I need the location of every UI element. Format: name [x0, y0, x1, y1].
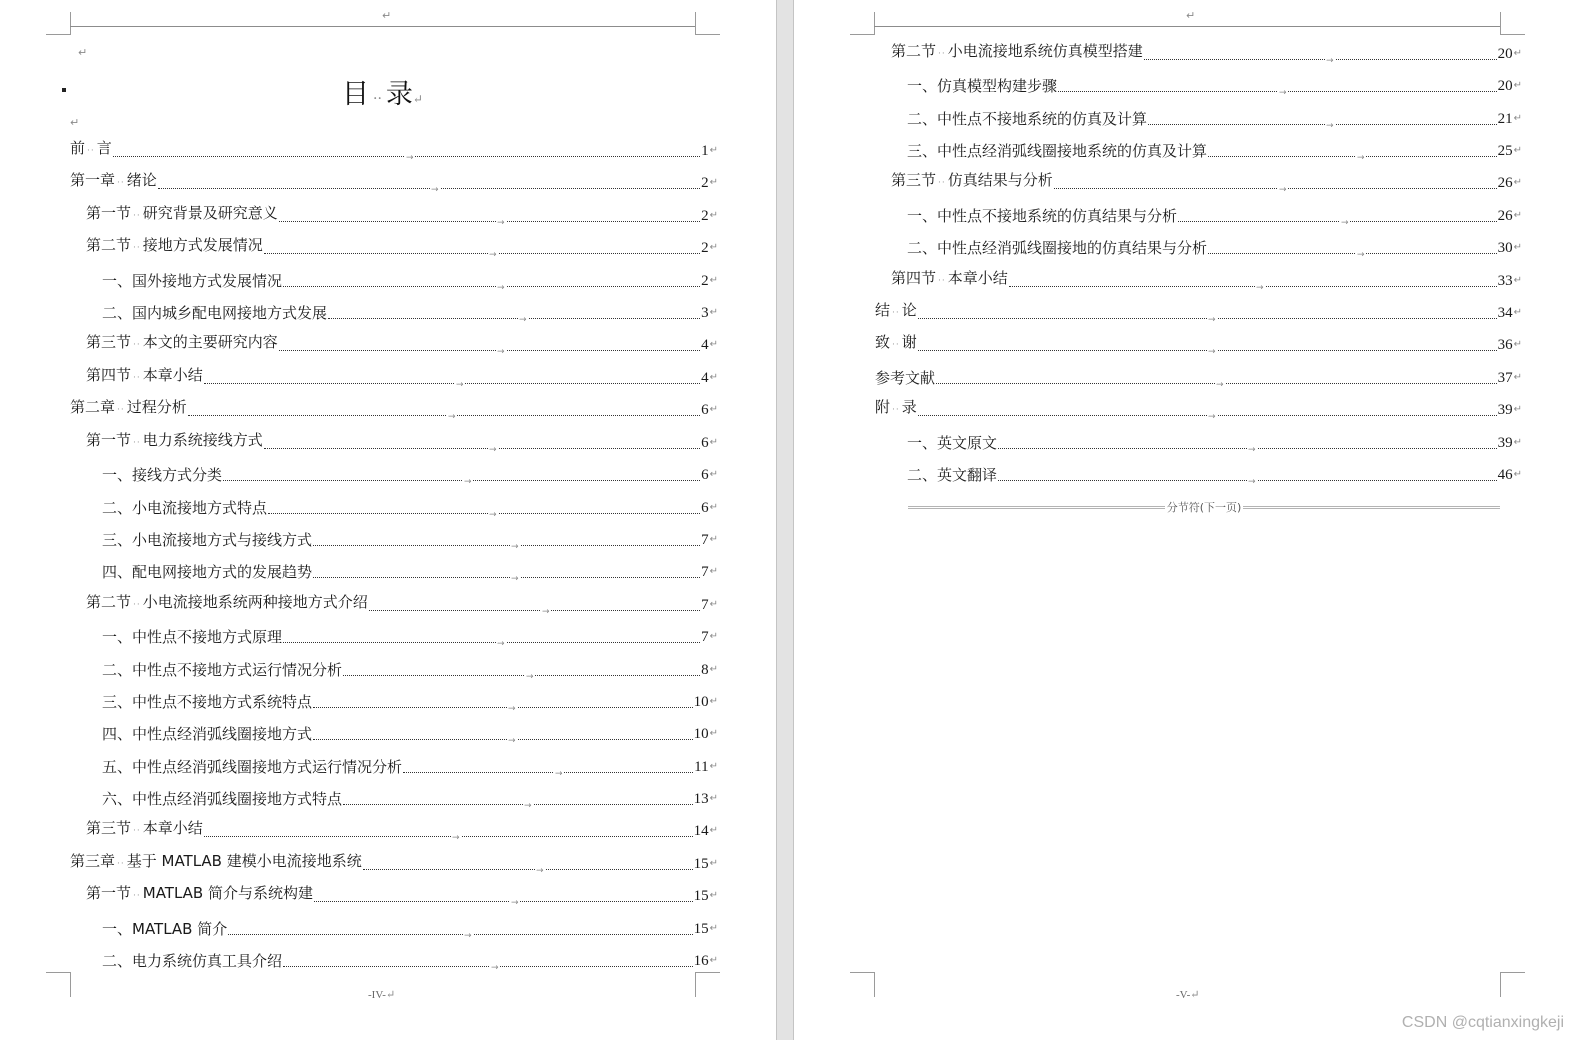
margin-corner-top-left — [850, 12, 875, 35]
paragraph-mark: ↵ — [709, 145, 718, 156]
tab-arrow-icon: → — [1255, 277, 1265, 299]
tab-arrow-icon: → — [455, 374, 465, 396]
paragraph-mark: ↵ — [412, 92, 423, 106]
toc-page-number: 33 — [1497, 273, 1513, 289]
tab-arrow-icon: → — [535, 860, 545, 882]
tab-arrow-icon: → — [1278, 82, 1288, 104]
paragraph-mark: ↵ — [1513, 307, 1522, 318]
toc-page-number: 14 — [693, 823, 709, 839]
toc-entry-label: 前 ·· 言 — [70, 139, 112, 157]
document-page-left — [0, 0, 776, 1040]
dot-leader — [283, 639, 700, 649]
toc-page-number: 25 — [1497, 143, 1513, 159]
toc-entry[interactable] — [875, 334, 1522, 356]
toc-page-number: 16 — [693, 953, 709, 969]
toc-page-number: 8 — [701, 662, 709, 678]
paragraph-mark: ↵ — [709, 242, 718, 253]
tab-arrow-icon: → — [1207, 406, 1217, 428]
toc-page-number: 30 — [1497, 240, 1513, 256]
tab-arrow-icon: → — [510, 892, 520, 914]
tab-arrow-icon: → — [507, 730, 517, 752]
toc-entry-label: 二、中性点不接地方式运行情况分析 — [102, 661, 343, 679]
dot-leader — [369, 607, 700, 617]
toc-entry-label: 第三节 ·· 仿真结果与分析 — [891, 171, 1053, 189]
toc-page-number: 3 — [701, 305, 709, 321]
toc-entry[interactable] — [875, 399, 1522, 421]
tab-arrow-icon: → — [507, 698, 517, 720]
toc-entry[interactable] — [891, 172, 1522, 194]
paragraph-mark: ↵ — [1513, 80, 1522, 91]
toc-entry-label: 一、中性点不接地系统的仿真结果与分析 — [907, 207, 1178, 225]
toc-page-number: 2 — [701, 240, 709, 256]
paragraph-mark: ↵ — [709, 437, 718, 448]
section-break-next-page — [908, 498, 1500, 516]
toc-title: 目 ·· 录↵ — [342, 79, 423, 110]
paragraph-mark: ↵ — [709, 469, 718, 480]
space-mark: ·· — [133, 826, 141, 836]
space-mark: ·· — [117, 859, 125, 869]
toc-entry-label: 第三节 ·· 本章小结 — [86, 819, 203, 837]
tab-arrow-icon: → — [510, 536, 520, 558]
paragraph-mark: ↵ — [709, 696, 718, 707]
toc-page-number: 1 — [701, 143, 709, 159]
toc-entry-label: 二、电力系统仿真工具介绍 — [102, 952, 283, 970]
space-mark: ·· — [87, 146, 95, 156]
tab-arrow-icon: → — [451, 827, 461, 849]
toc-page-number: 15 — [693, 921, 709, 937]
toc-entry-label: 第四节 ·· 本章小结 — [891, 269, 1008, 287]
paragraph-mark: ↵ — [709, 177, 718, 188]
paragraph-mark: ↵ — [709, 404, 718, 415]
space-mark: ·· — [892, 308, 900, 318]
toc-entry-label: 四、配电网接地方式的发展趋势 — [102, 563, 313, 581]
paragraph-mark: ↵ — [709, 631, 718, 642]
toc-page-number: 6 — [701, 467, 709, 483]
space-mark: ·· — [117, 405, 125, 415]
space-mark: ·· — [892, 405, 900, 415]
dot-leader — [158, 185, 700, 195]
paragraph-mark: ↵ — [709, 502, 718, 513]
toc-page-number: 2 — [701, 175, 709, 191]
bullet-mark — [62, 88, 66, 92]
toc-entry-label: 第一章 ·· 绪论 — [70, 171, 157, 189]
toc-entry[interactable] — [102, 497, 718, 519]
toc-entry[interactable] — [86, 820, 718, 842]
toc-entry[interactable] — [907, 75, 1522, 97]
toc-entry[interactable] — [102, 659, 718, 681]
tab-arrow-icon: → — [430, 179, 440, 201]
dot-leader — [204, 380, 700, 390]
margin-corner-bottom-left — [46, 972, 71, 997]
paragraph-mark: ↵ — [709, 307, 718, 318]
tab-arrow-icon: → — [1356, 147, 1366, 169]
tab-arrow-icon: → — [490, 957, 500, 979]
dot-leader — [283, 283, 700, 293]
toc-entry[interactable] — [86, 367, 718, 389]
paragraph-mark: ↵ — [709, 923, 718, 934]
dot-leader — [998, 477, 1497, 487]
paragraph-mark: ↵ — [709, 793, 718, 804]
toc-entry[interactable] — [102, 464, 718, 486]
toc-entry[interactable] — [907, 237, 1522, 259]
paragraph-mark: ↵ — [1513, 372, 1522, 383]
dot-leader — [918, 315, 1497, 325]
tab-arrow-icon: → — [1207, 341, 1217, 363]
toc-entry[interactable] — [907, 108, 1522, 130]
dot-leader — [188, 412, 700, 422]
toc-page-number: 7 — [701, 597, 709, 613]
paragraph-mark: ↵ — [709, 566, 718, 577]
toc-entry-label: 一、英文原文 — [907, 434, 998, 452]
header-paragraph-mark: ↵ — [382, 9, 392, 22]
header-paragraph-mark: ↵ — [1186, 9, 1196, 22]
page-number-footer — [368, 988, 395, 1001]
toc-entry[interactable] — [70, 399, 718, 421]
space-mark: ·· — [117, 178, 125, 188]
dot-leader — [343, 672, 700, 682]
paragraph-mark: ↵ — [709, 955, 718, 966]
margin-corner-bottom-left — [850, 972, 875, 997]
space-mark: ·· — [133, 438, 141, 448]
space-mark: ·· — [938, 178, 946, 188]
margin-corner-top-right — [695, 12, 720, 35]
toc-entry-label: 三、中性点不接地方式系统特点 — [102, 693, 313, 711]
tab-arrow-icon: → — [496, 341, 506, 363]
toc-entry[interactable] — [70, 140, 718, 162]
paragraph-mark: ↵ — [709, 534, 718, 545]
toc-entry[interactable] — [102, 691, 718, 713]
paragraph-mark: ↵ — [709, 664, 718, 675]
tab-arrow-icon: → — [1278, 179, 1288, 201]
toc-entry-label: 三、中性点经消弧线圈接地系统的仿真及计算 — [907, 142, 1208, 160]
toc-entry-label: 一、中性点不接地方式原理 — [102, 628, 283, 646]
space-mark: ·· — [133, 243, 141, 253]
toc-entry[interactable] — [102, 756, 718, 778]
toc-page-number: 39 — [1497, 435, 1513, 451]
paragraph-mark: ↵ — [709, 858, 718, 869]
toc-title-part1: 目 — [342, 79, 369, 110]
margin-corner-top-right — [1500, 12, 1525, 35]
toc-entry[interactable] — [86, 237, 718, 259]
dot-leader — [313, 574, 700, 584]
toc-entry-label: 第二节 ·· 小电流接地系统仿真模型搭建 — [891, 42, 1143, 60]
toc-entry-label: 第四节 ·· 本章小结 — [86, 366, 203, 384]
tab-arrow-icon: → — [488, 439, 498, 461]
toc-page-number: 46 — [1497, 467, 1513, 483]
space-mark: ·· — [133, 600, 141, 610]
dot-leader — [1208, 250, 1497, 260]
toc-page-number: 26 — [1497, 208, 1513, 224]
toc-page-number: 26 — [1497, 175, 1513, 191]
toc-entry[interactable] — [102, 529, 718, 551]
paragraph-mark: ↵ — [1513, 113, 1522, 124]
paragraph-mark: ↵ — [1513, 275, 1522, 286]
tab-arrow-icon: → — [496, 633, 506, 655]
tab-arrow-icon: → — [1325, 50, 1335, 72]
toc-entry-label: 第三节 ·· 本文的主要研究内容 — [86, 333, 278, 351]
toc-entry[interactable] — [891, 270, 1522, 292]
tab-arrow-icon: → — [525, 666, 535, 688]
toc-entry[interactable] — [891, 43, 1522, 65]
paragraph-mark: ↵ — [70, 116, 80, 129]
space-mark: ·· — [133, 891, 141, 901]
toc-entry-label: 六、中性点经消弧线圈接地方式特点 — [102, 790, 343, 808]
toc-title-part2: 录 — [385, 79, 413, 110]
toc-entry[interactable] — [86, 594, 718, 616]
tab-arrow-icon: → — [1247, 439, 1257, 461]
paragraph-mark: ↵ — [1513, 177, 1522, 188]
toc-entry[interactable] — [907, 205, 1522, 227]
toc-page-number: 36 — [1497, 337, 1513, 353]
paragraph-mark: ↵ — [709, 275, 718, 286]
tab-arrow-icon: → — [1215, 374, 1225, 396]
toc-page-number: 10 — [693, 726, 709, 742]
toc-entry-label: 第二节 ·· 小电流接地系统两种接地方式介绍 — [86, 593, 368, 611]
toc-entry[interactable] — [102, 918, 718, 940]
toc-entry[interactable] — [907, 464, 1522, 486]
toc-entry[interactable] — [102, 270, 718, 292]
dot-leader — [403, 769, 693, 779]
tab-arrow-icon: → — [463, 471, 473, 493]
paragraph-mark: ↵ — [1513, 145, 1522, 156]
dot-leader — [363, 866, 693, 876]
tab-arrow-icon: → — [496, 277, 506, 299]
toc-entry-label: 四、中性点经消弧线圈接地方式 — [102, 725, 313, 743]
toc-entry-label: 五、中性点经消弧线圈接地方式运行情况分析 — [102, 758, 403, 776]
tab-arrow-icon: → — [1340, 212, 1350, 234]
toc-page-number: 10 — [693, 694, 709, 710]
toc-entry-label: 二、国内城乡配电网接地方式发展 — [102, 304, 328, 322]
paragraph-mark: ↵ — [709, 825, 718, 836]
tab-arrow-icon: → — [1207, 309, 1217, 331]
paragraph-mark: ↵ — [1513, 210, 1522, 221]
paragraph-mark: ↵ — [709, 372, 718, 383]
dot-leader — [1178, 218, 1497, 228]
toc-entry-label: 第一节 ·· MATLAB 简介与系统构建 — [86, 884, 313, 902]
toc-entry-label: 二、中性点不接地系统的仿真及计算 — [907, 110, 1148, 128]
toc-entry[interactable] — [875, 367, 1522, 389]
dot-leader — [343, 801, 693, 811]
space-mark: ·· — [938, 276, 946, 286]
toc-entry[interactable] — [102, 561, 718, 583]
toc-page-number: 6 — [701, 500, 709, 516]
toc-entry-label: 致 ·· 谢 — [875, 333, 917, 351]
tab-arrow-icon: → — [554, 763, 564, 785]
footer-text: -IV- — [368, 989, 386, 1001]
tab-arrow-icon: → — [518, 309, 528, 331]
toc-entry[interactable] — [102, 723, 718, 745]
toc-entry-label: 二、英文翻译 — [907, 466, 998, 484]
space-mark: ·· — [133, 373, 141, 383]
toc-page-number: 6 — [701, 435, 709, 451]
paragraph-mark: ↵ — [1513, 469, 1522, 480]
toc-page-number: 20 — [1497, 46, 1513, 62]
dot-leader — [1148, 121, 1497, 131]
dot-leader — [264, 445, 700, 455]
toc-page-number: 20 — [1497, 78, 1513, 94]
dot-leader — [328, 315, 700, 325]
tab-arrow-icon: → — [405, 147, 415, 169]
toc-entry[interactable] — [86, 885, 718, 907]
toc-entry[interactable] — [86, 432, 718, 454]
dot-leader — [313, 736, 693, 746]
page-gutter — [776, 0, 794, 1040]
dot-leader — [313, 542, 700, 552]
paragraph-mark: ↵ — [1513, 339, 1522, 350]
dot-leader — [1054, 185, 1497, 195]
header-rule — [70, 26, 695, 27]
toc-entry-label: 一、接线方式分类 — [102, 466, 223, 484]
section-break-label: 分节符(下一页) — [1166, 501, 1242, 514]
tab-arrow-icon: → — [510, 568, 520, 590]
dot-leader — [313, 704, 693, 714]
toc-entry-label: 第二章 ·· 过程分析 — [70, 398, 187, 416]
toc-entry[interactable] — [875, 302, 1522, 324]
paragraph-mark: ↵ — [1513, 404, 1522, 415]
dot-leader — [279, 218, 700, 228]
paragraph-mark: ↵ — [709, 210, 718, 221]
dot-leader — [918, 412, 1497, 422]
toc-entry-label: 二、中性点经消弧线圈接地的仿真结果与分析 — [907, 239, 1208, 257]
toc-page-number: 2 — [701, 273, 709, 289]
margin-corner-bottom-right — [1500, 972, 1525, 997]
toc-entry[interactable] — [102, 788, 718, 810]
margin-corner-top-left — [46, 12, 71, 35]
margin-corner-bottom-right — [695, 972, 720, 997]
dot-leader — [264, 250, 700, 260]
tab-arrow-icon: → — [523, 795, 533, 817]
tab-arrow-icon: → — [447, 406, 457, 428]
toc-entry-label: 第一节 ·· 研究背景及研究意义 — [86, 204, 278, 222]
section-break-line — [1243, 506, 1500, 509]
toc-entry-label: 附 ·· 录 — [875, 398, 917, 416]
space-mark: ·· — [892, 340, 900, 350]
dot-leader — [283, 963, 693, 973]
toc-page-number: 7 — [701, 564, 709, 580]
space-mark: ·· — [133, 211, 141, 221]
toc-entry-label: 一、仿真模型构建步骤 — [907, 77, 1058, 95]
dot-leader — [113, 153, 700, 163]
dot-leader — [268, 510, 700, 520]
toc-page-number: 7 — [701, 532, 709, 548]
watermark: CSDN @cqtianxingkeji — [1401, 1014, 1564, 1031]
toc-entry[interactable] — [907, 432, 1522, 454]
tab-arrow-icon: → — [1356, 244, 1366, 266]
tab-arrow-icon: → — [496, 212, 506, 234]
footer-text: -V- — [1176, 989, 1191, 1001]
toc-entry-label: 参考文献 — [875, 369, 936, 387]
paragraph-mark: ↵ — [709, 339, 718, 350]
dot-leader — [936, 380, 1497, 390]
dot-leader — [998, 445, 1497, 455]
toc-page-number: 7 — [701, 629, 709, 645]
toc-page-number: 6 — [701, 402, 709, 418]
header-rule — [874, 26, 1500, 27]
page-number-footer — [1176, 988, 1199, 1001]
paragraph-mark: ↵ — [1513, 437, 1522, 448]
toc-page-number: 15 — [693, 888, 709, 904]
dot-leader — [314, 898, 693, 908]
toc-page-number: 37 — [1497, 370, 1513, 386]
toc-entry[interactable] — [70, 172, 718, 194]
toc-page-number: 2 — [701, 208, 709, 224]
paragraph-mark: ↵ — [709, 599, 718, 610]
dot-leader — [204, 833, 693, 843]
paragraph-mark: ↵ — [709, 761, 718, 772]
tab-arrow-icon: → — [541, 601, 551, 623]
paragraph-mark: ↵ — [385, 989, 396, 1001]
paragraph-mark: ↵ — [709, 890, 718, 901]
toc-entry-label: 第二节 ·· 接地方式发展情况 — [86, 236, 263, 254]
toc-entry[interactable] — [86, 205, 718, 227]
space-mark: ·· — [133, 340, 141, 350]
dot-leader — [918, 347, 1497, 357]
tab-arrow-icon: → — [1247, 471, 1257, 493]
dot-leader — [279, 347, 700, 357]
dot-leader — [1144, 56, 1497, 66]
toc-entry[interactable] — [70, 853, 718, 875]
toc-entry-label: 三、小电流接地方式与接线方式 — [102, 531, 313, 549]
toc-entry-label: 结 ·· 论 — [875, 301, 917, 319]
toc-entry-label: 第三章 ·· 基于 MATLAB 建模小电流接地系统 — [70, 852, 362, 870]
toc-page-number: 15 — [693, 856, 709, 872]
paragraph-mark: ↵ — [709, 728, 718, 739]
toc-page-number: 34 — [1497, 305, 1513, 321]
toc-entry[interactable] — [86, 334, 718, 356]
toc-entry-label: 一、国外接地方式发展情况 — [102, 272, 283, 290]
dot-leader — [228, 931, 692, 941]
toc-page-number: 13 — [693, 791, 709, 807]
toc-entry-label: 二、小电流接地方式特点 — [102, 499, 268, 517]
dot-leader — [1208, 153, 1497, 163]
tab-arrow-icon: → — [488, 244, 498, 266]
dot-leader — [1009, 283, 1497, 293]
toc-page-number: 21 — [1497, 111, 1513, 127]
tab-arrow-icon: → — [463, 925, 473, 947]
section-break-line — [908, 506, 1165, 509]
dot-leader — [1058, 88, 1497, 98]
dot-leader — [223, 477, 700, 487]
toc-entry[interactable] — [102, 950, 718, 972]
paragraph-mark: ↵ — [78, 46, 88, 59]
toc-entry-label: 一、MATLAB 简介 — [102, 920, 228, 938]
tab-arrow-icon: → — [1325, 115, 1335, 137]
toc-page-number: 11 — [694, 759, 709, 775]
toc-entry[interactable] — [102, 626, 718, 648]
tab-arrow-icon: → — [488, 504, 498, 526]
paragraph-mark: ↵ — [1513, 242, 1522, 253]
toc-page-number: 4 — [701, 337, 709, 353]
toc-entry[interactable] — [907, 140, 1522, 162]
toc-page-number: 4 — [701, 370, 709, 386]
space-mark: ·· — [938, 49, 946, 59]
toc-page-number: 39 — [1497, 402, 1513, 418]
paragraph-mark: ↵ — [1513, 48, 1522, 59]
paragraph-mark: ↵ — [1190, 989, 1200, 1001]
toc-entry[interactable] — [102, 302, 718, 324]
toc-entry-label: 第一节 ·· 电力系统接线方式 — [86, 431, 263, 449]
